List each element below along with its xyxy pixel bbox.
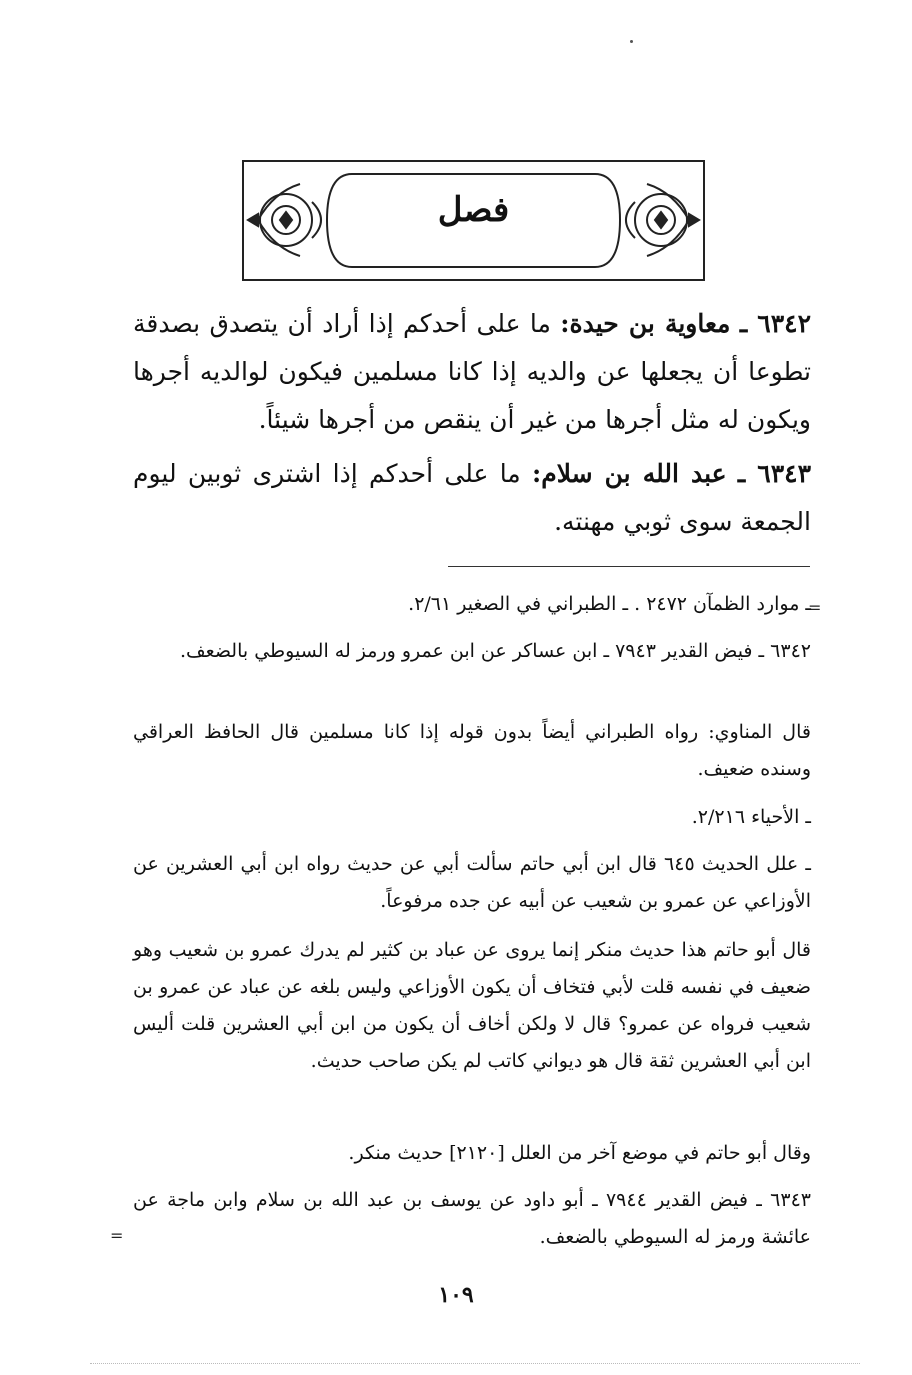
footnote: ـ موارد الظمآن ٢٤٧٢ . ـ الطبراني في الصغير ٢/٦١.: [408, 593, 811, 615]
hadith-number: ٦٣٤٢ ـ: [739, 309, 811, 338]
hadith-narrator: عبد الله بن سلام:: [532, 459, 727, 488]
hadith-narrator: معاوية بن حيدة:: [560, 309, 731, 338]
scan-speck: [630, 40, 633, 43]
hadith-text: ما على أحدكم إذا أراد أن يتصدق بصدقة تطوعا أن يجعلها عن والديه إذا كانا مسلمين فيكون لوالديه أجرها ويكون له مثل أجرها من غير أن ينقص من أجرها شيئاً.: [133, 309, 811, 434]
scan-artifact-line: [90, 1363, 860, 1364]
footnote: ـ علل الحديث ٦٤٥ قال ابن أبي حاتم سألت أبي عن حديث رواه ابن أبي العشرين عن الأوزاعي عن عمرو بن شعيب عن أبيه عن جده مرفوعاً.: [133, 853, 811, 912]
hadith-6343: [133, 450, 811, 546]
footnote-divider: [448, 566, 810, 567]
continuation-mark: =: [110, 1226, 124, 1245]
hadith-6342: [133, 300, 811, 444]
section-title: فصل: [437, 190, 510, 230]
footnote: ٦٣٤٣ ـ فيض القدير ٧٩٤٤ ـ أبو داود عن يوسف بن عبد الله بن سلام وابن ماجة عن عائشة ورمز له السيوطي بالضعف.: [133, 1189, 811, 1248]
footnote: قال أبو حاتم هذا حديث منكر إنما يروى عن عباد بن كثير لم يدرك عمرو بن شعيب وهو ضعيف في نفسه قلت لأبي فتخاف أن يكون الأوزاعي وليس بلغه عن عباد عن عمرو بن شعيب فرواه عن عمرو؟ قال لا ولكن أخاف أن يكون من ابن أبي العشرين قلت أليس ابن أبي العشرين ثقة قال هو ديواني كاتب لم يكن صاحب حديث.: [133, 939, 811, 1072]
footnote: وقال أبو حاتم في موضع آخر من العلل [٢١٢٠] حديث منكر.: [348, 1142, 811, 1164]
continuation-mark: =: [808, 598, 822, 617]
footnote: ٦٣٤٢ ـ فيض القدير ٧٩٤٣ ـ ابن عساكر عن ابن عمرو ورمز له السيوطي بالضعف.: [179, 640, 811, 662]
footnote: قال المناوي: رواه الطبراني أيضاً بدون قوله إذا كانا مسلمين قال الحافظ العراقي وسنده ضعيف.: [133, 721, 811, 780]
hadith-text: ما على أحدكم إذا اشترى ثوبين ليوم الجمعة سوى ثوبي مهنته.: [133, 459, 811, 536]
footnote: ـ الأحياء ٢/٢١٦.: [691, 806, 811, 828]
page-number: ١٠٩: [438, 1282, 474, 1308]
ornamental-title-frame: [242, 160, 705, 281]
hadith-number: ٦٣٤٣ ـ: [737, 459, 812, 488]
